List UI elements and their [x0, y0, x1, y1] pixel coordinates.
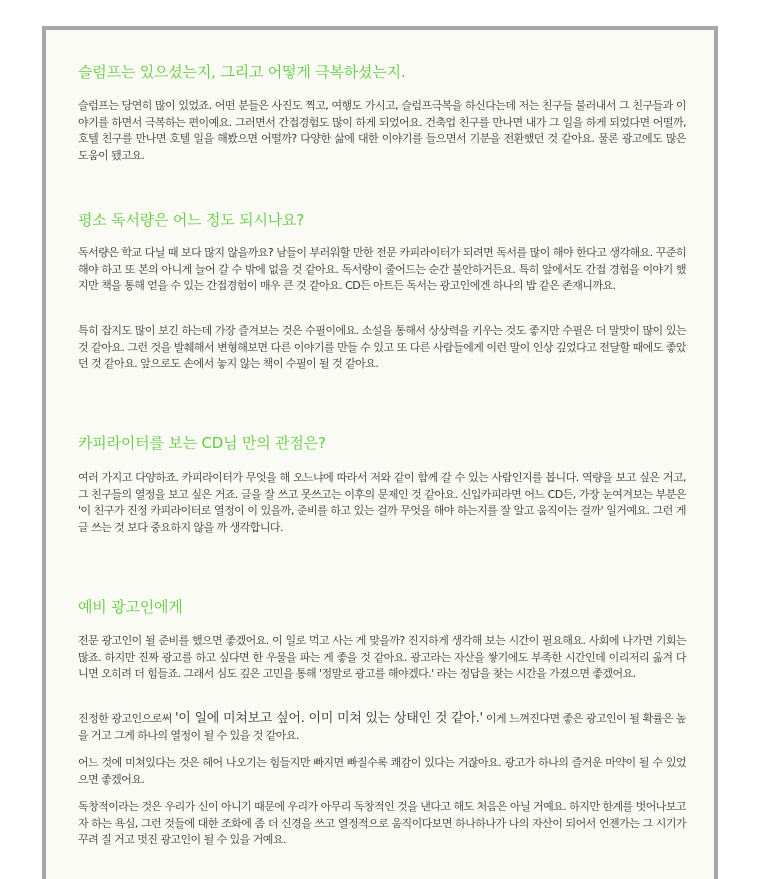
section-heading-reading: 평소 독서량은 어느 정도 되시나요?: [78, 211, 305, 229]
paragraph-with-quote: [78, 711, 686, 744]
paragraph: 어느 것에 미쳐있다는 것은 헤어 나오기는 힘들지만 빠지면 빠질수록 쾌감이 있다는 거잖아요. 광고가 하나의 즐거운 마약이 될 수 있었으면 좋겠어요.: [78, 756, 686, 786]
quote-suffix: 이게 느껴진다면 좋은 광고인이 될 확률은 높을 거고 그게 하나의 열정이 될 수 있을 것 같아요.: [78, 712, 687, 742]
paragraph: 독서량은 학교 다닐 때 보다 많지 않을까요? 남들이 부러워할 만한 전문 카피라이터가 되려면 독서를 많이 해야 한다고 생각해요. 꾸준히 해야 하고 또 본의 아니게 늘어 갈 수 밖에 없을 것 같아요. 독서량이 줄어드는 순간 불안하거든요. 특히 앞에서도 간접 경험을 이야기 했지만 책을 통해 얻을 수 있는 간접경험이 매우 큰 것 같아요. CD든 아트든 독서는 광고인에겐 하나의 밥 같은 존재니까요.: [78, 246, 686, 292]
paragraph: 독창적이라는 것은 우리가 신이 아니기 때문에 우리가 아무리 독창적인 것을 낸다고 해도 처음은 아닐 거예요. 하지만 한계를 벗어나보고자 하는 욕심, 그런 것들에 대한 조화에 좀 더 신경을 쓰고 열정적으로 움직이다보면 하나하나가 나의 자산이 되어서 언젠가는 그 시기가 꾸려 질 거고 멋진 광고인이 될 수 있을 거예요.: [78, 800, 686, 846]
section-heading-advice: 예비 광고인에게: [78, 598, 183, 616]
paragraph: 여러 가지고 다양하죠. 카피라이터가 무엇을 해 오느냐에 따라서 저와 같이 함께 갈 수 있는 사람인지를 봅니다. 역량을 보고 싶은 거고, 그 친구들의 열정을 보고 싶은 거죠. 글을 잘 쓰고 못쓰고는 이후의 문제인 것 같아요. 신입카피라면 어느 CD든, 가장 눈여겨보는 부분은 '이 친구가 진정 카피라이터로 열정이 이 있을까, 준비를 하고 있는 걸까 무엇을 해야 하는지를 잘 알고 움직이는 걸까' 일거예요. 그런 게 글 쓰는 것 보다 중요하지 않을 까 생각합니다.: [78, 471, 686, 534]
document-sheet: [46, 30, 714, 879]
page-frame: [42, 26, 718, 879]
paragraph: 특히 잡지도 많이 보긴 하는데 가장 즐겨보는 것은 수필이에요. 소설을 통해서 상상력을 키우는 것도 좋지만 수필은 더 말맛이 많이 있는 것 같아요. 그런 것을 발췌해서 변형해보면 다른 이야기를 만들 수 있고 또 다른 사람들에게 이런 말이 인상 깊었다고 전달할 때에도 좋았던 것 같아요. 앞으로도 손에서 놓지 않는 책이 수필이 될 것 같아요.: [78, 324, 686, 370]
paragraph: 슬럼프는 당연히 많이 있었죠. 어떤 분들은 사진도 찍고, 여행도 가시고, 슬럼프극복을 하신다는데 저는 친구들 불러내서 그 친구들과 이야기를 하면서 극복하는 편이예요. 그러면서 간접경험도 많이 하게 되었어요. 건축업 친구를 만나면 내가 그 일을 하게 되었다면 어떨까, 호텔 친구를 만나면 호텔 일을 해봤으면 어떨까? 다양한 삶에 대한 이야기를 들으면서 기분을 전환했던 것 같아요. 물론 광고에도 많은 도움이 됐고요.: [78, 99, 686, 162]
paragraph: 전문 광고인이 될 준비를 했으면 좋겠어요. 이 일로 먹고 사는 게 맞을까? 진지하게 생각해 보는 시간이 필요해요. 사회에 나가면 기회는 많죠. 하지만 진짜 광고를 하고 싶다면 한 우물을 파는 게 좋을 것 같아요. 광고라는 자산을 쌓기에도 부족한 시간인데 이리저리 옮겨 다니면 오히려 더 힘들죠. 그래서 심도 깊은 고민을 통해 '정말로 광고를 해야겠다.' 라는 정답을 찾는 시간을 가졌으면 좋겠어요.: [78, 634, 686, 680]
section-heading-cd-view: 카피라이터를 보는 CD님 만의 관점은?: [78, 434, 326, 452]
section-heading-slump: 슬럼프는 있으셨는지, 그리고 어떻게 극복하셨는지.: [78, 63, 406, 81]
quote-highlight: '이 일에 미쳐보고 싶어. 이미 미쳐 있는 상태인 것 같아.': [174, 711, 483, 726]
quote-prefix: 진정한 광고인으로써: [78, 712, 175, 725]
